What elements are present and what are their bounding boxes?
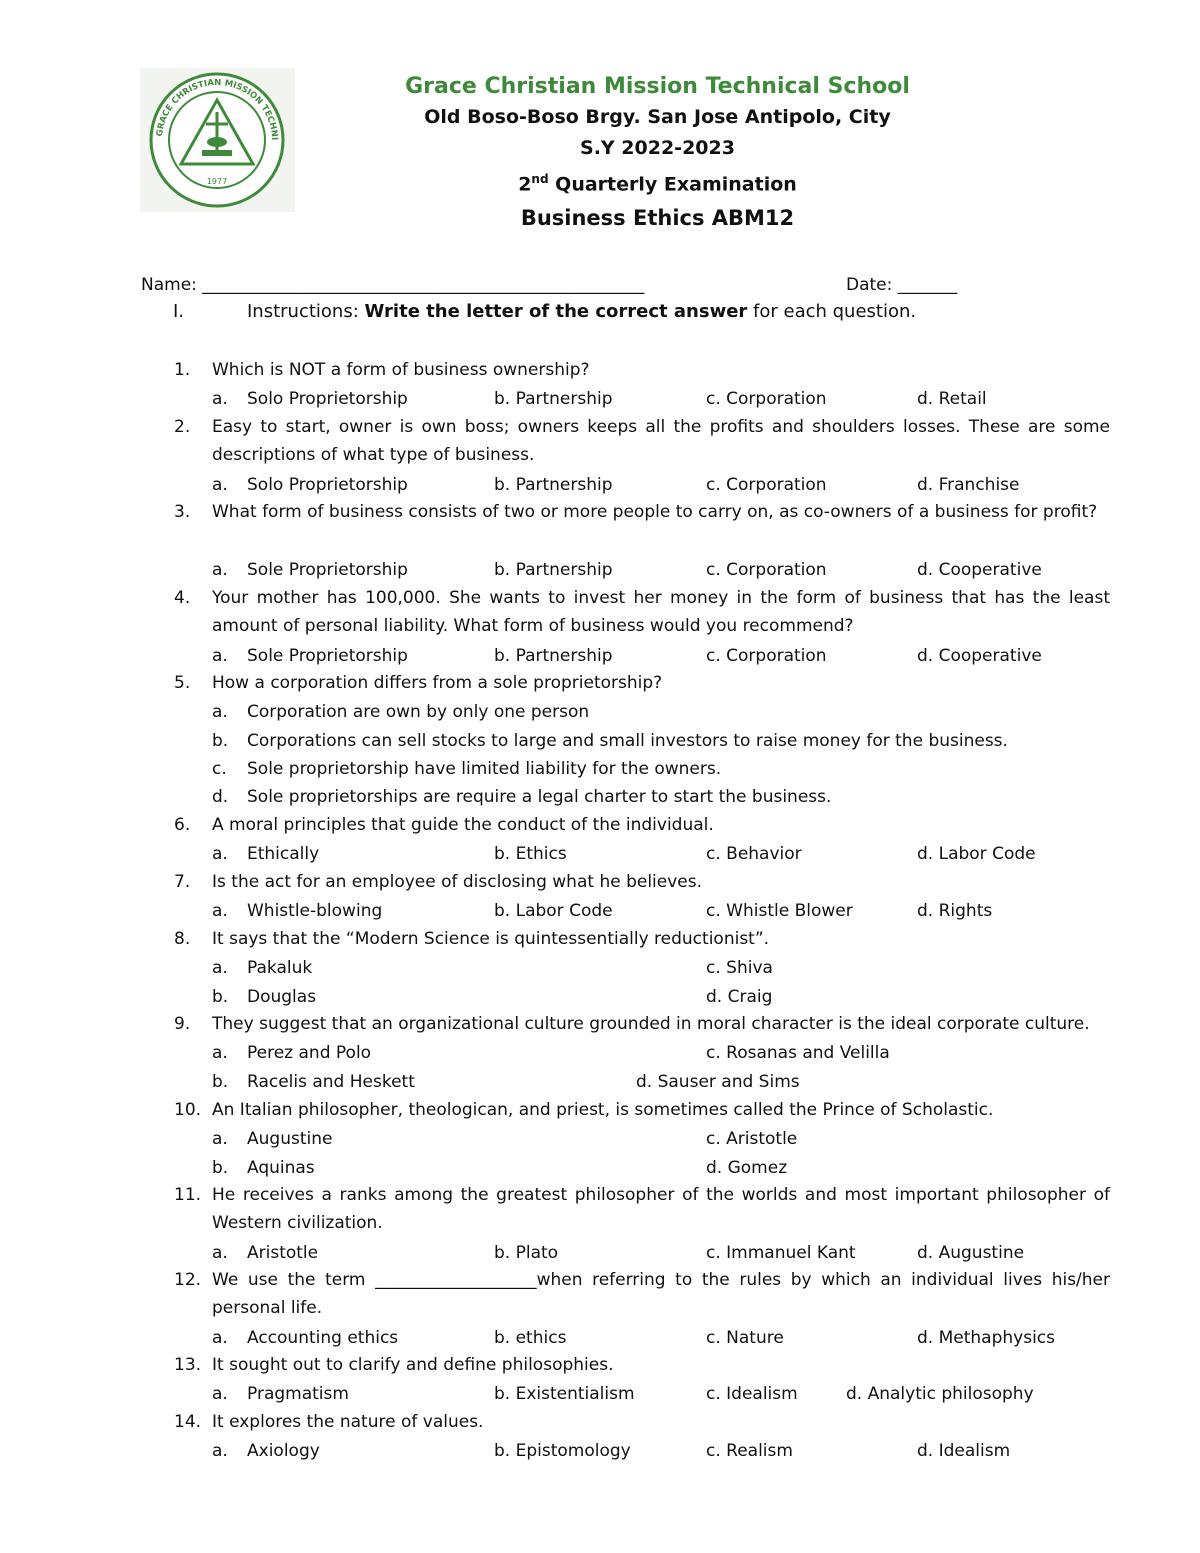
options-row	[212, 385, 1112, 413]
option-text: c. Whistle Blower	[706, 901, 853, 922]
option-text: c. Nature	[706, 1327, 784, 1348]
question-9	[174, 1010, 1110, 1038]
option-4[interactable]	[917, 385, 987, 413]
question-text: A moral principles that guide the conduct of the individual.	[212, 815, 714, 835]
question-14	[174, 1408, 1110, 1436]
question-7	[174, 868, 1110, 896]
question-text: It sought out to clarify and define philosophies.	[212, 1355, 614, 1375]
option-1[interactable]	[212, 385, 408, 413]
option-2[interactable]	[494, 1380, 635, 1408]
subject-title: Business Ethics ABM12	[520, 206, 795, 231]
option-4[interactable]	[917, 471, 1019, 499]
section-roman-numeral: I.	[173, 301, 185, 322]
option-1[interactable]	[212, 642, 408, 670]
option-text: b. Partnership	[494, 559, 613, 580]
options-row	[212, 642, 1112, 670]
date-field[interactable]: Date: _______	[846, 275, 958, 295]
option-2[interactable]	[494, 1437, 631, 1465]
option-4[interactable]	[846, 1380, 1034, 1408]
option-text: c. Rosanas and Velilla	[706, 1043, 890, 1064]
question-number: 7.	[174, 872, 191, 892]
question-number: 5.	[174, 673, 191, 693]
question-text: Which is NOT a form of business ownership?	[212, 360, 590, 380]
question-text: They suggest that an organizational culture grounded in moral character is the ideal corporate culture.	[212, 1014, 1090, 1034]
option-letter: a.	[212, 702, 228, 723]
option-text: Perez and Polo	[247, 1043, 372, 1064]
option-4[interactable]	[706, 1154, 787, 1182]
option-1[interactable]	[212, 954, 312, 982]
options-row	[212, 1437, 1112, 1465]
option-letter: b.	[212, 1071, 229, 1092]
options-row	[212, 556, 1112, 584]
options-row	[212, 755, 1112, 783]
option-text: d. Franchise	[917, 474, 1020, 495]
option-text: b. Epistomology	[494, 1441, 631, 1462]
option-text: Solo Proprietorship	[247, 474, 408, 495]
option-text: c. Corporation	[706, 645, 827, 666]
option-letter: a.	[212, 1043, 228, 1064]
options-row	[212, 1125, 1112, 1153]
option-letter: b.	[212, 986, 229, 1007]
option-letter: a.	[212, 1327, 228, 1348]
option-3[interactable]	[706, 1239, 856, 1267]
option-3[interactable]	[706, 1437, 793, 1465]
option-4[interactable]	[917, 840, 1036, 868]
option-1[interactable]	[212, 1125, 332, 1153]
option-text: c. Corporation	[706, 474, 827, 495]
option-text: Axiology	[247, 1441, 320, 1462]
exam-title: 2nd Quarterly Examination	[518, 172, 797, 196]
options-row	[212, 954, 1112, 982]
school-year: S.Y 2022-2023	[580, 137, 735, 159]
option-2[interactable]	[212, 727, 1008, 755]
option-2[interactable]	[706, 1125, 797, 1153]
option-letter: a.	[212, 958, 228, 979]
seal-year: 1977	[206, 177, 228, 186]
option-text: Sole proprietorships are require a legal charter to start the business.	[247, 787, 832, 808]
option-1[interactable]	[212, 897, 382, 925]
option-text: d. Retail	[917, 389, 987, 410]
question-5	[174, 669, 1110, 697]
options-row	[212, 1324, 1112, 1352]
option-text: Corporation are own by only one person	[247, 702, 590, 723]
question-8	[174, 925, 1110, 953]
option-text: b. ethics	[494, 1327, 567, 1348]
option-text: Sole Proprietorship	[247, 645, 408, 666]
option-text: b. Plato	[494, 1242, 559, 1263]
option-4[interactable]	[917, 642, 1042, 670]
option-letter: a.	[212, 1441, 228, 1462]
question-text: An Italian philosopher, theologican, and priest, is sometimes called the Prince of Scholastic.	[212, 1100, 994, 1120]
question-number: 1.	[174, 360, 191, 380]
option-letter: a.	[212, 645, 228, 666]
option-letter: b.	[212, 730, 229, 751]
option-3[interactable]	[212, 1154, 315, 1182]
option-text: b. Labor Code	[494, 901, 613, 922]
option-4[interactable]	[636, 1068, 800, 1096]
option-letter: b.	[212, 1157, 229, 1178]
option-letter: a.	[212, 474, 228, 495]
question-12	[174, 1266, 1110, 1323]
question-number: 14.	[174, 1412, 202, 1432]
question-10	[174, 1096, 1110, 1124]
option-2[interactable]	[494, 897, 613, 925]
question-text: It explores the nature of values.	[212, 1412, 484, 1432]
options-row	[212, 1039, 1112, 1067]
question-number: 11.	[174, 1185, 202, 1205]
options-row	[212, 783, 1112, 811]
option-text: Augustine	[247, 1129, 333, 1150]
options-row	[212, 1068, 1112, 1096]
options-row	[212, 840, 1112, 868]
option-text: c. Idealism	[706, 1384, 798, 1405]
option-text: c. Corporation	[706, 389, 827, 410]
option-1[interactable]	[212, 556, 408, 584]
options-row	[212, 471, 1112, 499]
question-text: How a corporation differs from a sole proprietorship?	[212, 673, 663, 693]
question-text: Your mother has 100,000. She wants to invest her money in the form of business that has the least amount of personal liability. What form of business would you recommend?	[212, 588, 1110, 637]
option-text: c. Immanuel Kant	[706, 1242, 856, 1263]
option-letter: a.	[212, 1129, 228, 1150]
question-1	[174, 356, 1110, 384]
option-letter: d.	[212, 787, 229, 808]
option-2[interactable]	[494, 1324, 566, 1352]
option-1[interactable]	[212, 1239, 318, 1267]
question-number: 13.	[174, 1355, 202, 1375]
option-text: d. Methaphysics	[917, 1327, 1055, 1348]
school-seal-logo	[140, 68, 295, 212]
question-number: 10.	[174, 1100, 202, 1120]
option-text: Accounting ethics	[247, 1327, 399, 1348]
options-row	[212, 897, 1112, 925]
school-address: Old Boso-Boso Brgy. San Jose Antipolo, City	[424, 106, 891, 128]
option-text: Racelis and Heskett	[247, 1071, 415, 1092]
name-field[interactable]: Name: ____________________________________________________	[141, 275, 645, 295]
options-row	[212, 1380, 1112, 1408]
option-text: d. Cooperative	[917, 645, 1042, 666]
instructions: I. Instructions: Write the letter of the correct answer for each question.	[173, 301, 917, 322]
question-number: 9.	[174, 1014, 191, 1034]
option-text: Ethically	[247, 844, 320, 865]
option-letter: a.	[212, 844, 228, 865]
option-text: d. Cooperative	[917, 559, 1042, 580]
option-text: Corporations can sell stocks to large and small investors to raise money for the business.	[247, 730, 1008, 751]
question-text: We use the term ___________________when referring to the rules by which an individual lives his/her personal life.	[212, 1270, 1110, 1319]
question-number: 2.	[174, 417, 191, 437]
question-number: 4.	[174, 588, 191, 608]
option-1[interactable]	[212, 1380, 349, 1408]
option-3[interactable]	[706, 1380, 798, 1408]
option-letter: a.	[212, 1384, 228, 1405]
option-text: Pakaluk	[247, 958, 313, 979]
option-2[interactable]	[494, 1239, 558, 1267]
question-number: 12.	[174, 1270, 202, 1290]
option-2[interactable]	[494, 840, 567, 868]
option-2[interactable]	[494, 385, 613, 413]
option-2[interactable]	[494, 556, 613, 584]
option-1[interactable]	[212, 1039, 371, 1067]
question-number: 6.	[174, 815, 191, 835]
option-4[interactable]	[917, 1239, 1024, 1267]
option-3[interactable]	[706, 471, 827, 499]
option-text: Douglas	[247, 986, 317, 1007]
option-text: d. Augustine	[917, 1242, 1025, 1263]
option-text: d. Analytic philosophy	[846, 1384, 1034, 1405]
option-text: c. Corporation	[706, 559, 827, 580]
option-letter: a.	[212, 901, 228, 922]
school-name: Grace Christian Mission Technical School	[405, 74, 910, 99]
option-3[interactable]	[706, 897, 853, 925]
option-text: d. Sauser and Sims	[636, 1071, 800, 1092]
option-1[interactable]	[212, 698, 589, 726]
option-1[interactable]	[212, 840, 319, 868]
option-3[interactable]	[706, 642, 827, 670]
question-text: Easy to start, owner is own boss; owners keeps all the profits and shoulders losses. These are some descriptions of what type of business.	[212, 417, 1110, 466]
option-text: Sole Proprietorship	[247, 559, 408, 580]
question-text: Is the act for an employee of disclosing what he believes.	[212, 872, 703, 892]
option-letter: a.	[212, 1242, 228, 1263]
option-text: d. Labor Code	[917, 844, 1036, 865]
option-3[interactable]	[706, 385, 827, 413]
option-text: c. Behavior	[706, 844, 802, 865]
name-date-line	[141, 275, 981, 295]
option-4[interactable]	[706, 983, 772, 1011]
option-3[interactable]	[212, 1068, 415, 1096]
option-2[interactable]	[706, 954, 773, 982]
option-text: d. Gomez	[706, 1157, 788, 1178]
option-text: c. Shiva	[706, 958, 773, 979]
option-letter: a.	[212, 559, 228, 580]
option-text: Aquinas	[247, 1157, 315, 1178]
option-text: c. Realism	[706, 1441, 793, 1462]
question-number: 3.	[174, 502, 191, 522]
option-4[interactable]	[917, 1324, 1055, 1352]
question-3	[174, 498, 1110, 526]
question-2	[174, 413, 1110, 470]
option-4[interactable]	[917, 556, 1042, 584]
option-text: Aristotle	[247, 1242, 319, 1263]
option-text: b. Partnership	[494, 645, 613, 666]
exam-header	[300, 72, 1015, 236]
question-6	[174, 811, 1110, 839]
option-text: c. Aristotle	[706, 1129, 798, 1150]
question-11	[174, 1181, 1110, 1238]
option-4[interactable]	[212, 783, 831, 811]
question-4	[174, 584, 1110, 641]
option-3[interactable]	[212, 983, 316, 1011]
question-text: It says that the “Modern Science is quintessentially reductionist”.	[212, 929, 770, 949]
options-row	[212, 1239, 1112, 1267]
option-text: d. Rights	[917, 901, 993, 922]
option-text: Whistle-blowing	[247, 901, 383, 922]
option-3[interactable]	[706, 556, 827, 584]
option-3[interactable]	[706, 840, 802, 868]
option-text: Pragmatism	[247, 1384, 349, 1405]
question-text: What form of business consists of two or more people to carry on, as co-owners of a business for profit?	[212, 502, 1098, 522]
option-text: b. Partnership	[494, 389, 613, 410]
option-text: b. Partnership	[494, 474, 613, 495]
question-text: He receives a ranks among the greatest philosopher of the worlds and most important philosopher of Western civilization.	[212, 1185, 1110, 1234]
seal-ring-text: GRACE CHRISTIAN MISSION TECHNI	[155, 77, 280, 141]
option-text: b. Existentialism	[494, 1384, 635, 1405]
options-row	[212, 1154, 1112, 1182]
option-4[interactable]	[917, 1437, 1010, 1465]
option-text: d. Craig	[706, 986, 773, 1007]
option-2[interactable]	[494, 471, 613, 499]
option-1[interactable]	[212, 1324, 398, 1352]
option-text: d. Idealism	[917, 1441, 1011, 1462]
question-13	[174, 1351, 1110, 1379]
option-2[interactable]	[494, 642, 613, 670]
option-letter: c.	[212, 758, 227, 779]
options-row	[212, 727, 1112, 755]
option-letter: a.	[212, 389, 228, 410]
option-1[interactable]	[212, 1437, 320, 1465]
option-text: Sole proprietorship have limited liability for the owners.	[247, 758, 722, 779]
option-3[interactable]	[706, 1324, 784, 1352]
option-2[interactable]	[706, 1039, 890, 1067]
question-number: 8.	[174, 929, 191, 949]
option-text: Solo Proprietorship	[247, 389, 408, 410]
option-4[interactable]	[917, 897, 992, 925]
option-text: b. Ethics	[494, 844, 567, 865]
options-row	[212, 698, 1112, 726]
options-row	[212, 983, 1112, 1011]
option-3[interactable]	[212, 755, 721, 783]
option-1[interactable]	[212, 471, 408, 499]
